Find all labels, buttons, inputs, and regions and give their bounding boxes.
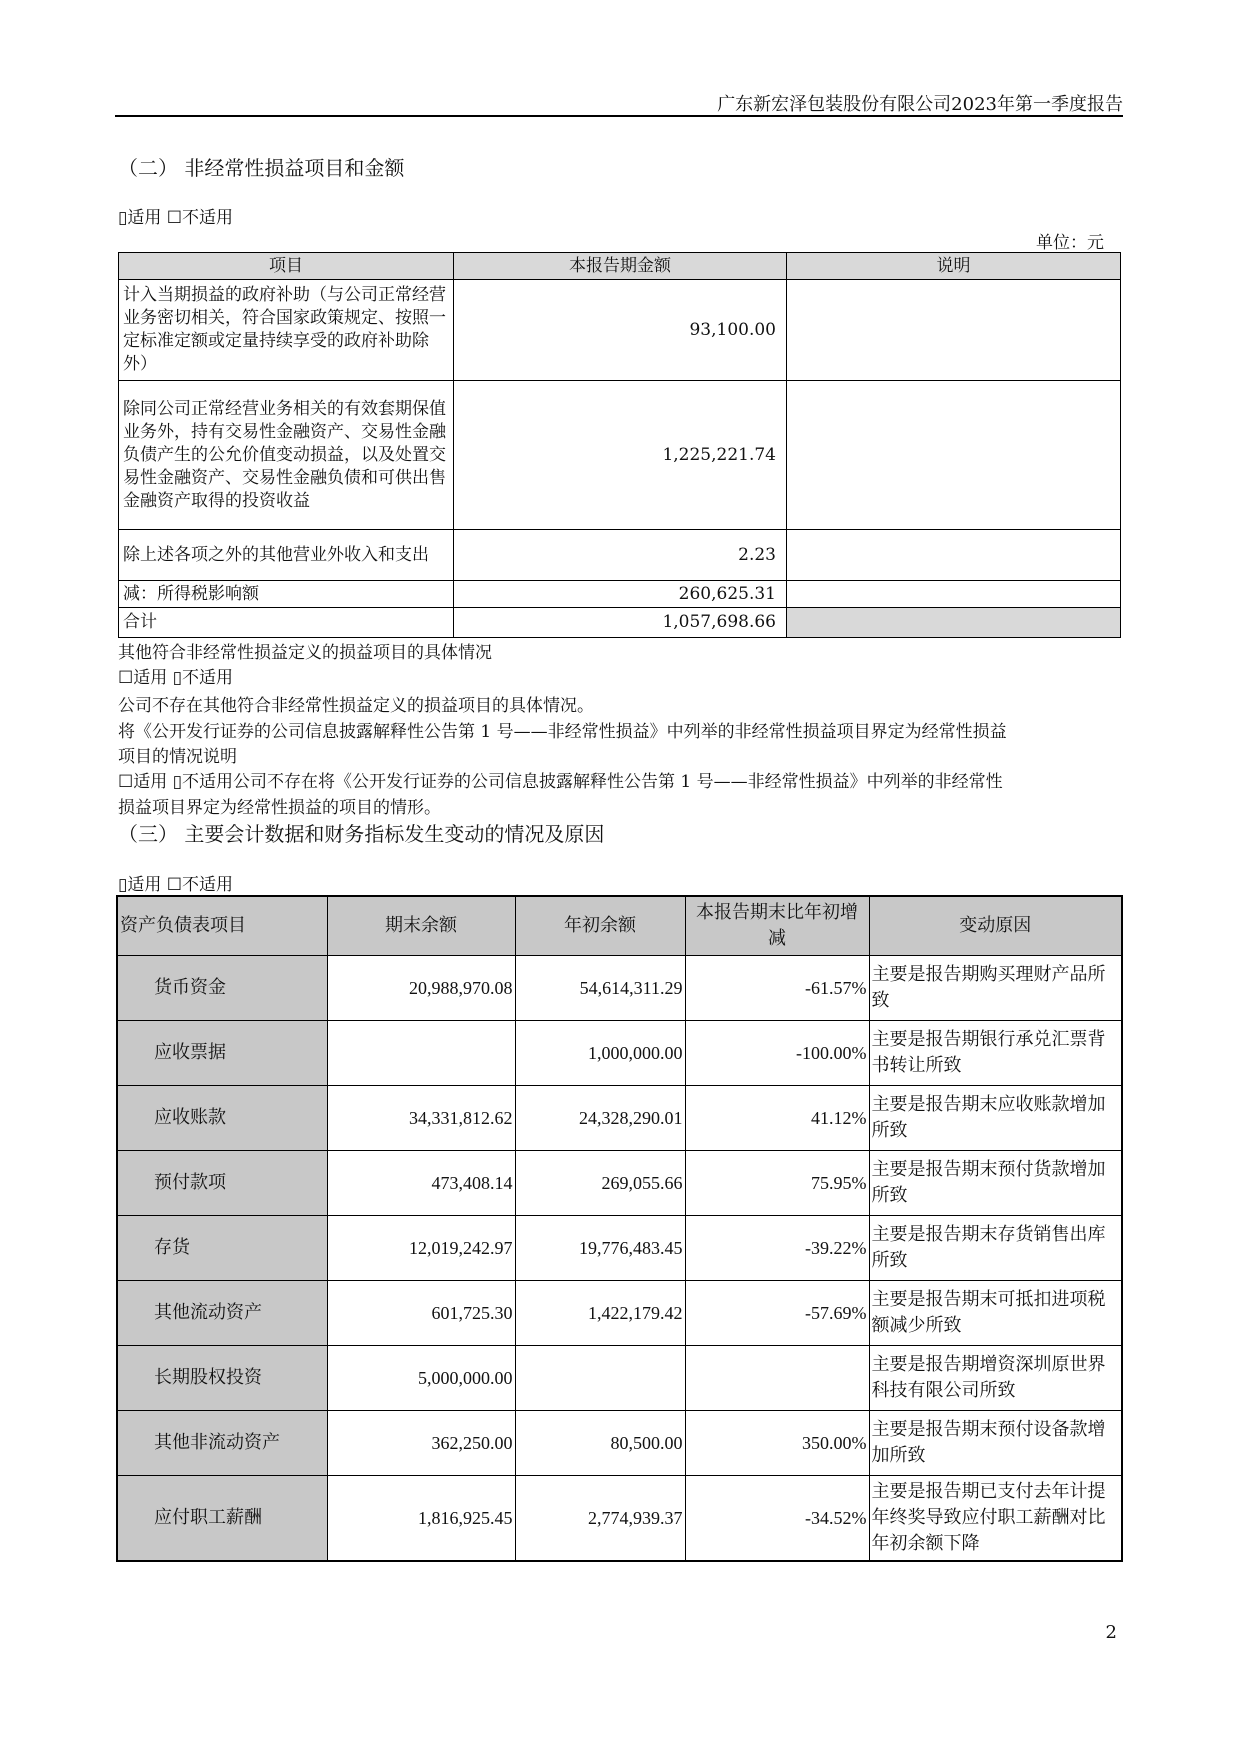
begin-cell: 269,055.66 — [515, 1151, 685, 1216]
amount-cell: 1,225,221.74 — [454, 381, 787, 530]
balance-change-table — [116, 895, 1123, 1562]
change-cell: 350.00% — [685, 1411, 869, 1476]
amount-cell: 2.23 — [454, 530, 787, 581]
begin-cell: 1,000,000.00 — [515, 1021, 685, 1086]
change-cell: -57.69% — [685, 1281, 869, 1346]
note-cell — [787, 608, 1121, 638]
page-number: 2 — [1105, 1622, 1117, 1643]
table-row — [117, 1476, 1122, 1561]
reason-cell: 主要是报告期增资深圳原世界科技有限公司所致 — [869, 1346, 1122, 1411]
column-header: 期末余额 — [327, 896, 515, 956]
item-cell: 长期股权投资 — [117, 1346, 327, 1411]
reason-cell: 主要是报告期已支付去年计提年终奖导致应付职工薪酬对比年初余额下降 — [869, 1476, 1122, 1561]
non-recurring-table — [118, 252, 1121, 638]
begin-cell: 2,774,939.37 — [515, 1476, 685, 1561]
begin-cell: 24,328,290.01 — [515, 1086, 685, 1151]
table-row — [117, 1216, 1122, 1281]
applicability-checkbox: ▯适用 ☐不适用 — [118, 875, 233, 895]
item-cell: 其他流动资产 — [117, 1281, 327, 1346]
item-cell: 其他非流动资产 — [117, 1411, 327, 1476]
table-row — [117, 1281, 1122, 1346]
column-header: 变动原因 — [869, 896, 1122, 956]
item-cell: 应付职工薪酬 — [117, 1476, 327, 1561]
reason-cell: 主要是报告期末预付货款增加所致 — [869, 1151, 1122, 1216]
column-header: 年初余额 — [515, 896, 685, 956]
item-cell: 货币资金 — [117, 956, 327, 1021]
reason-cell: 主要是报告期末预付设备款增加所致 — [869, 1411, 1122, 1476]
table-row — [117, 1086, 1122, 1151]
begin-cell — [515, 1346, 685, 1411]
paragraph: 损益项目界定为经常性损益的项目的情形。 — [118, 798, 441, 818]
note-cell — [787, 581, 1121, 608]
column-header: 本报告期金额 — [454, 253, 787, 280]
table-row — [119, 581, 1121, 608]
begin-cell: 19,776,483.45 — [515, 1216, 685, 1281]
change-cell: -34.52% — [685, 1476, 869, 1561]
table-row — [117, 1346, 1122, 1411]
amount-cell: 1,057,698.66 — [454, 608, 787, 638]
note-cell — [787, 280, 1121, 381]
reason-cell: 主要是报告期银行承兑汇票背书转让所致 — [869, 1021, 1122, 1086]
paragraph: 其他符合非经常性损益定义的损益项目的具体情况 — [118, 643, 492, 663]
paragraph: ☐适用 ▯不适用 — [118, 668, 233, 688]
end-cell: 20,988,970.08 — [327, 956, 515, 1021]
item-cell: 除同公司正常经营业务相关的有效套期保值业务外，持有交易性金融资产、交易性金融负债产生的公允价值变动损益，以及处置交易性金融资产、交易性金融负债和可供出售金融资产取得的投资收益 — [119, 381, 454, 530]
table-row — [117, 956, 1122, 1021]
total-row — [119, 608, 1121, 638]
section-title-non-recurring: （二） 非经常性损益项目和金额 — [118, 156, 405, 180]
note-cell — [787, 530, 1121, 581]
header-divider — [115, 115, 1123, 117]
end-cell: 601,725.30 — [327, 1281, 515, 1346]
reason-cell: 主要是报告期购买理财产品所致 — [869, 956, 1122, 1021]
table-row — [119, 381, 1121, 530]
paragraph: 公司不存在其他符合非经常性损益定义的损益项目的具体情况。 — [118, 696, 594, 716]
end-cell: 5,000,000.00 — [327, 1346, 515, 1411]
item-cell: 计入当期损益的政府补助（与公司正常经营业务密切相关，符合国家政策规定、按照一定标准定额或定量持续享受的政府补助除外） — [119, 280, 454, 381]
item-cell: 存货 — [117, 1216, 327, 1281]
begin-cell: 80,500.00 — [515, 1411, 685, 1476]
table-row — [117, 1411, 1122, 1476]
section-title-changes: （三） 主要会计数据和财务指标发生变动的情况及原因 — [118, 822, 605, 846]
reason-cell: 主要是报告期末可抵扣进项税额减少所致 — [869, 1281, 1122, 1346]
end-cell: 1,816,925.45 — [327, 1476, 515, 1561]
reason-cell: 主要是报告期末应收账款增加所致 — [869, 1086, 1122, 1151]
table-row — [117, 1021, 1122, 1086]
note-cell — [787, 381, 1121, 530]
table-row — [119, 530, 1121, 581]
table-row — [117, 1151, 1122, 1216]
begin-cell: 1,422,179.42 — [515, 1281, 685, 1346]
item-cell: 应收账款 — [117, 1086, 327, 1151]
end-cell: 12,019,242.97 — [327, 1216, 515, 1281]
table-row — [119, 280, 1121, 381]
change-cell: -61.57% — [685, 956, 869, 1021]
column-header: 本报告期末比年初增减 — [685, 896, 869, 956]
change-cell: 75.95% — [685, 1151, 869, 1216]
item-cell: 应收票据 — [117, 1021, 327, 1086]
change-cell: 41.12% — [685, 1086, 869, 1151]
end-cell — [327, 1021, 515, 1086]
end-cell: 34,331,812.62 — [327, 1086, 515, 1151]
item-cell: 除上述各项之外的其他营业外收入和支出 — [119, 530, 454, 581]
amount-cell: 260,625.31 — [454, 581, 787, 608]
page-header: 广东新宏泽包装股份有限公司2023年第一季度报告 — [717, 94, 1123, 115]
end-cell: 473,408.14 — [327, 1151, 515, 1216]
amount-cell: 93,100.00 — [454, 280, 787, 381]
change-cell: -39.22% — [685, 1216, 869, 1281]
applicability-checkbox: ▯适用 ☐不适用 — [118, 208, 233, 228]
reason-cell: 主要是报告期末存货销售出库所致 — [869, 1216, 1122, 1281]
column-header: 说明 — [787, 253, 1121, 280]
paragraph: 将《公开发行证券的公司信息披露解释性公告第 1 号——非经常性损益》中列举的非经常性损益项目界定为经常性损益 — [118, 722, 1007, 742]
paragraph: ☐适用 ▯不适用公司不存在将《公开发行证券的公司信息披露解释性公告第 1 号——非经常性损益》中列举的非经常性 — [118, 772, 1003, 792]
end-cell: 362,250.00 — [327, 1411, 515, 1476]
item-cell: 合计 — [119, 608, 454, 638]
change-cell: -100.00% — [685, 1021, 869, 1086]
begin-cell: 54,614,311.29 — [515, 956, 685, 1021]
column-header: 项目 — [119, 253, 454, 280]
paragraph: 项目的情况说明 — [118, 747, 237, 767]
change-cell — [685, 1346, 869, 1411]
item-cell: 减：所得税影响额 — [119, 581, 454, 608]
column-header: 资产负债表项目 — [117, 896, 327, 956]
unit-label: 单位：元 — [1036, 233, 1104, 253]
item-cell: 预付款项 — [117, 1151, 327, 1216]
